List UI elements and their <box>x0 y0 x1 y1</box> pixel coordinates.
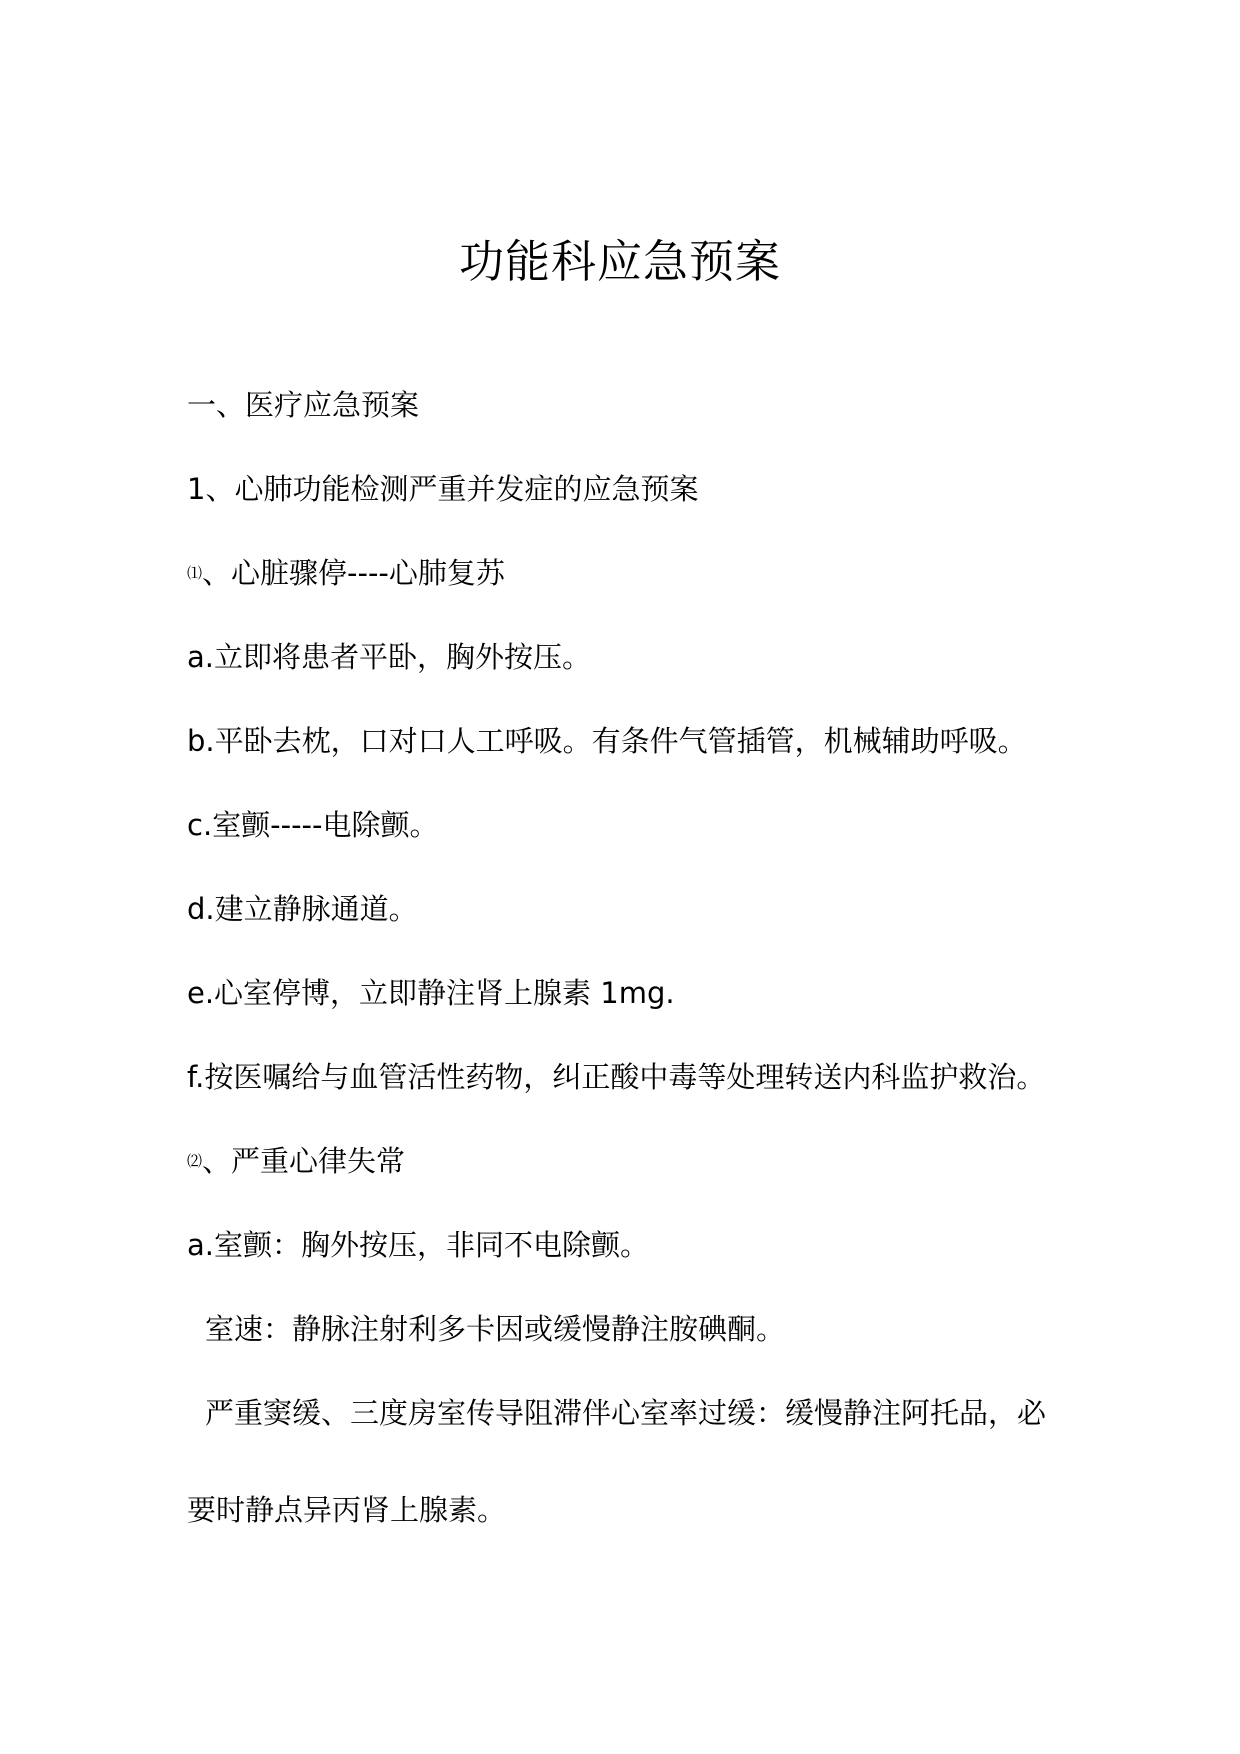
section-heading: 一、医疗应急预案 <box>187 388 420 422</box>
list-item: f.按医嘱给与血管活性药物，纠正酸中毒等处理转送内科监护救治。 <box>187 1060 1046 1094</box>
list-item-continuation: 室速：静脉注射利多卡因或缓慢静注胺碘酮。 <box>205 1312 786 1346</box>
item-heading-text: 、严重心律失常 <box>202 1144 406 1178</box>
list-item: e.心室停博，立即静注肾上腺素 1mg. <box>187 976 675 1010</box>
item-heading <box>187 553 505 593</box>
list-item: d.建立静脉通道。 <box>187 892 418 926</box>
subsection-heading: 1、心肺功能检测严重并发症的应急预案 <box>187 472 699 506</box>
list-item-continuation: 严重窦缓、三度房室传导阻滞伴心室率过缓：缓慢静注阿托品，必 <box>205 1396 1047 1430</box>
item-heading <box>187 1141 405 1181</box>
list-item-continuation: 要时静点异丙肾上腺素。 <box>187 1493 507 1527</box>
item-number-marker: ⑴ <box>187 564 203 582</box>
list-item: a.室颤：胸外按压，非同不电除颤。 <box>187 1228 649 1262</box>
list-item: c.室颤-----电除颤。 <box>187 808 439 842</box>
list-item: a.立即将患者平卧，胸外按压。 <box>187 640 591 674</box>
document-title: 功能科应急预案 <box>458 235 781 288</box>
item-heading-text: 、心脏骤停----心肺复苏 <box>202 556 505 590</box>
item-number-marker: ⑵ <box>187 1152 203 1170</box>
list-item: b.平卧去枕，口对口人工呼吸。有条件气管插管，机械辅助呼吸。 <box>187 724 1027 758</box>
